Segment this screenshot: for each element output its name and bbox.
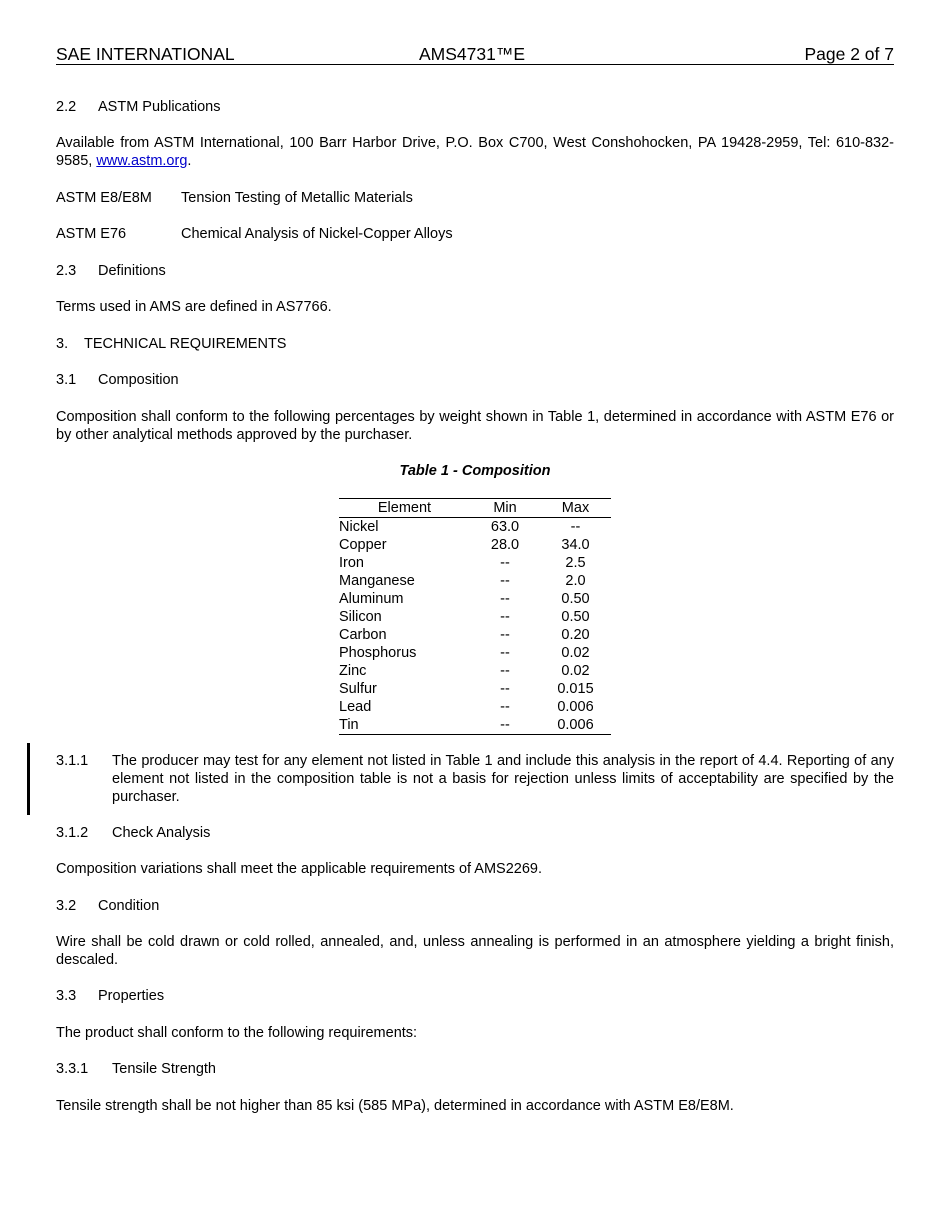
max-cell: 2.0 — [565, 573, 586, 589]
section-title: TECHNICAL REQUIREMENTS — [84, 336, 287, 352]
table-row — [339, 698, 611, 716]
check-analysis-paragraph: Composition variations shall meet the applicable requirements of AMS2269. — [56, 861, 543, 877]
max-cell: -- — [570, 519, 581, 535]
astm-address-paragraph — [56, 134, 894, 170]
max-cell: 0.50 — [561, 609, 590, 625]
header-doc-id: AMS4731™E — [419, 44, 526, 64]
max-cell: 0.02 — [561, 645, 590, 661]
min-cell: 63.0 — [490, 519, 520, 535]
table-row — [339, 626, 611, 644]
max-cell: 0.006 — [557, 699, 594, 715]
page-header — [56, 44, 894, 65]
section-number: 3.2 — [56, 898, 77, 914]
element-cell: Carbon — [339, 627, 387, 643]
max-cell: 34.0 — [561, 537, 590, 553]
composition-paragraph: Composition shall conform to the following percentages by weight shown in Table 1, determined in accordance with ASTM E76 or by other analytical methods approved by the purchaser. — [56, 409, 894, 443]
table-row — [339, 518, 611, 537]
reference-code: ASTM E76 — [56, 226, 127, 242]
section-number: 3.1.2 — [56, 825, 89, 841]
min-cell: -- — [500, 609, 510, 625]
section-heading-2-2 — [56, 98, 894, 116]
astm-website-link[interactable]: www.astm.org — [96, 153, 188, 169]
section-heading-2-3 — [56, 262, 894, 280]
min-cell: -- — [500, 591, 510, 607]
header-org: SAE INTERNATIONAL — [56, 44, 235, 64]
section-title: Tensile Strength — [112, 1061, 216, 1077]
section-text: The producer may test for any element not listed in Table 1 and include this analysis in the report of 4.4. Reporting of any element not listed in the composition table is not a basis for rejection unless limits of acceptability are specified by the purchaser. — [112, 753, 894, 805]
section-heading-3 — [56, 335, 894, 353]
max-cell: 0.20 — [561, 627, 590, 643]
reference-code: ASTM E8/E8M — [56, 190, 152, 206]
section-3-1-1 — [56, 752, 894, 806]
section-title: Condition — [98, 898, 160, 914]
table-row — [339, 680, 611, 698]
max-cell: 0.015 — [557, 681, 594, 697]
max-cell: 0.006 — [540, 716, 611, 735]
section-heading-3-3 — [56, 987, 894, 1005]
reference-entry — [56, 225, 894, 243]
element-cell: Nickel — [339, 519, 379, 535]
element-cell: Zinc — [339, 663, 367, 679]
min-cell: -- — [500, 663, 510, 679]
table-row — [339, 716, 611, 735]
astm-address-end: . — [187, 153, 192, 169]
table-row — [339, 608, 611, 626]
section-number: 3.1 — [56, 372, 77, 388]
min-cell: -- — [500, 699, 510, 715]
min-cell: -- — [500, 555, 510, 571]
section-heading-3-1-2 — [56, 824, 894, 842]
max-cell: 2.5 — [565, 555, 586, 571]
element-cell: Lead — [339, 699, 372, 715]
reference-title: Tension Testing of Metallic Materials — [181, 190, 413, 206]
section-title: Properties — [98, 988, 165, 1004]
section-heading-3-3-1 — [56, 1060, 894, 1078]
element-cell: Phosphorus — [339, 645, 417, 661]
section-number: 3.1.1 — [56, 753, 89, 769]
section-title: Definitions — [98, 263, 166, 279]
table-row — [339, 644, 611, 662]
table-caption: Table 1 - Composition — [399, 463, 551, 479]
element-cell: Manganese — [339, 573, 415, 589]
min-cell: -- — [470, 716, 540, 735]
section-number: 2.2 — [56, 99, 77, 115]
section-number: 2.3 — [56, 263, 77, 279]
element-cell: Aluminum — [339, 591, 404, 607]
condition-paragraph: Wire shall be cold drawn or cold rolled, annealed, and, unless annealing is performed in an atmosphere yielding a bright finish, descaled. — [56, 934, 894, 968]
tensile-strength-paragraph: Tensile strength shall be not higher than 85 ksi (585 MPa), determined in accordance with ASTM E8/E8M. — [56, 1098, 734, 1114]
section-title: Check Analysis — [112, 825, 211, 841]
column-header-max: Max — [540, 499, 611, 518]
table-row — [339, 536, 611, 554]
section-title: ASTM Publications — [98, 99, 221, 115]
min-cell: 28.0 — [490, 537, 520, 553]
column-header-min: Min — [470, 499, 540, 518]
min-cell: -- — [500, 681, 510, 697]
properties-paragraph: The product shall conform to the following requirements: — [56, 1025, 418, 1041]
element-cell: Tin — [339, 716, 470, 735]
element-cell: Copper — [339, 537, 387, 553]
section-number: 3.3.1 — [56, 1061, 89, 1077]
composition-table — [339, 498, 611, 735]
min-cell: -- — [500, 627, 510, 643]
min-cell: -- — [500, 573, 510, 589]
min-cell: -- — [500, 645, 510, 661]
reference-title: Chemical Analysis of Nickel-Copper Alloys — [181, 226, 453, 242]
element-cell: Sulfur — [339, 681, 377, 697]
table-row — [339, 572, 611, 590]
max-cell: 0.50 — [561, 591, 590, 607]
section-heading-3-1 — [56, 371, 894, 389]
element-cell: Iron — [339, 555, 364, 571]
header-page-number: Page 2 of 7 — [804, 44, 894, 64]
section-number: 3.3 — [56, 988, 77, 1004]
column-header-element: Element — [339, 499, 470, 518]
section-heading-3-2 — [56, 897, 894, 915]
table-row — [339, 662, 611, 680]
table-row — [339, 554, 611, 572]
section-number: 3. — [56, 336, 69, 352]
section-title: Composition — [98, 372, 179, 388]
reference-entry — [56, 189, 894, 207]
definitions-paragraph: Terms used in AMS are defined in AS7766. — [56, 299, 332, 315]
astm-address-text: Available from ASTM International, 100 Barr Harbor Drive, P.O. Box C700, West Conshohocken, PA 19428-2959, Tel: 610-832-9585, — [56, 135, 894, 169]
max-cell: 0.02 — [561, 663, 590, 679]
table-header-row — [339, 499, 611, 518]
revision-change-bar — [27, 743, 30, 815]
element-cell: Silicon — [339, 609, 382, 625]
table-row — [339, 590, 611, 608]
